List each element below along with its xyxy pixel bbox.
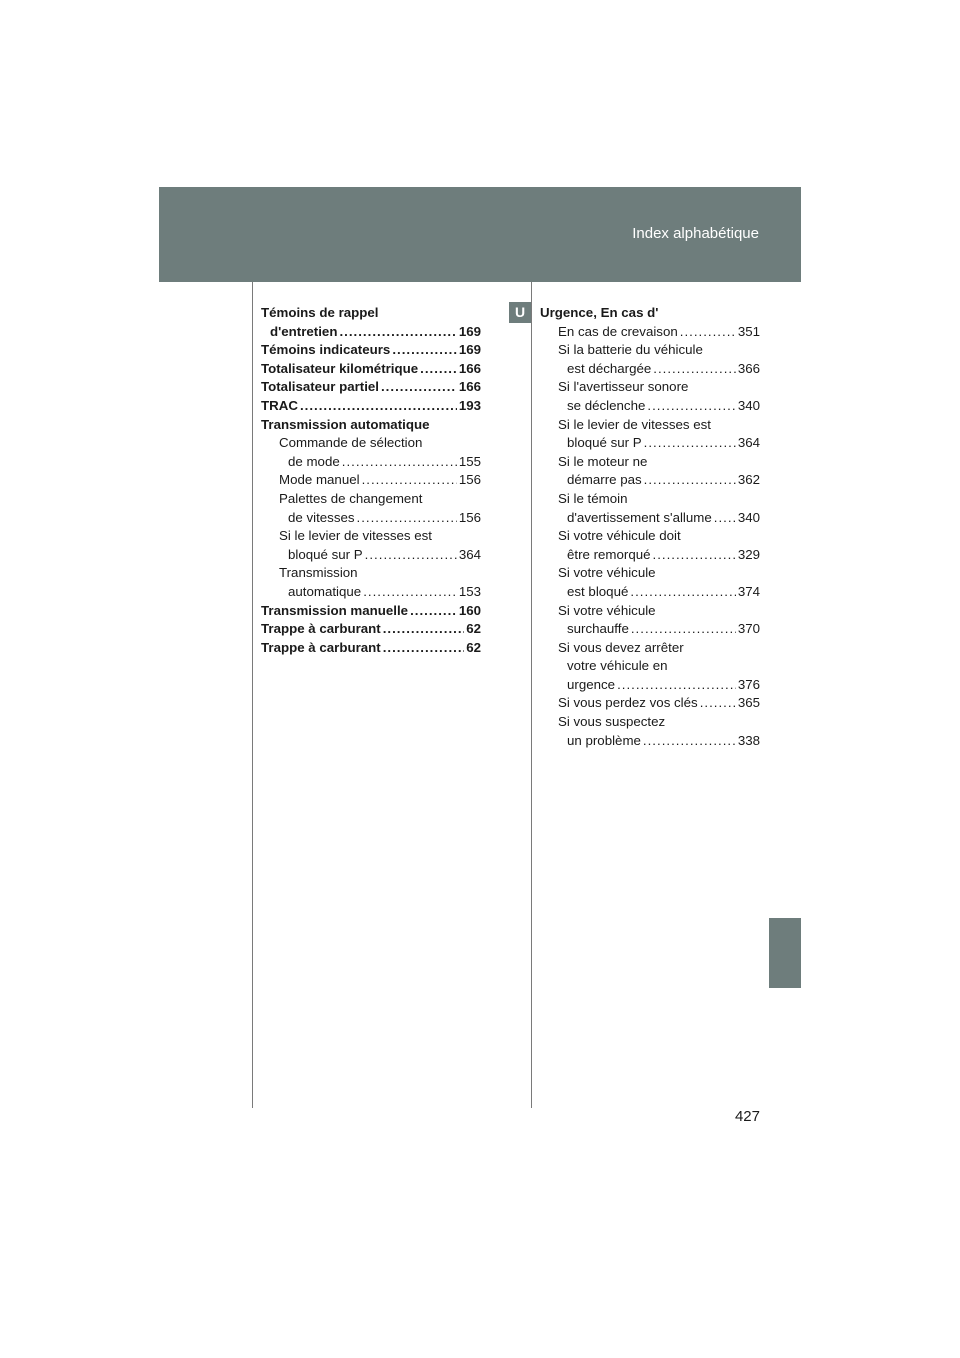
entry-label: Si vous suspectez <box>558 714 666 730</box>
entry-label: Transmission automatique <box>261 416 430 432</box>
page-ref: 362 <box>737 472 760 488</box>
index-entry <box>261 397 481 416</box>
entry-label: Mode manuel <box>279 472 360 488</box>
page-ref: 340 <box>737 397 760 413</box>
section-letter-badge: U <box>509 302 531 323</box>
index-entry <box>261 602 481 621</box>
entry-label: Transmission <box>279 565 358 581</box>
entry-label: Palettes de changement <box>279 490 423 506</box>
entry-label: se déclenche <box>567 397 646 413</box>
page-ref: 376 <box>737 676 760 692</box>
page-ref: 193 <box>458 397 481 413</box>
page-ref: 340 <box>737 509 760 525</box>
entry-label: est bloqué <box>567 583 629 599</box>
entry-label: Si le levier de vitesses est <box>279 528 432 544</box>
entry-label: Si le moteur ne <box>558 453 648 469</box>
index-subentry <box>261 564 481 601</box>
entry-label: Si le levier de vitesses est <box>558 416 711 432</box>
entry-label: Témoins de rappel <box>261 305 379 320</box>
index-subentry <box>540 564 760 601</box>
page-number: 427 <box>734 1108 760 1125</box>
index-subentry <box>540 694 760 713</box>
page-ref: 155 <box>458 453 481 469</box>
entry-label: surchauffe <box>567 621 629 637</box>
entry-label: TRAC <box>261 397 298 413</box>
index-subentry <box>540 323 760 342</box>
page-ref: 329 <box>737 546 760 562</box>
index-entry <box>261 378 481 397</box>
page-ref: 364 <box>737 435 760 451</box>
index-subentry <box>540 416 760 453</box>
entry-label: Si l'avertisseur sonore <box>558 379 689 395</box>
page-ref: 153 <box>458 583 481 599</box>
entry-label: bloqué sur P <box>567 435 642 451</box>
right-column-rule <box>531 282 532 1108</box>
entry-label: Si vous perdez vos clés <box>558 695 698 711</box>
left-column-rule <box>252 282 253 1108</box>
entry-label: Trappe à carburant <box>261 621 381 637</box>
entry-label: bloqué sur P <box>288 546 363 562</box>
entry-label: être remorqué <box>567 546 651 562</box>
section-header <box>159 187 801 282</box>
entry-label: un problème <box>567 732 641 748</box>
index-subentry <box>261 527 481 564</box>
index-subentry <box>261 434 481 471</box>
index-subentry <box>540 378 760 415</box>
index-entry <box>261 341 481 360</box>
page-ref: 374 <box>737 583 760 599</box>
entry-label: de mode <box>288 453 340 469</box>
entry-label: Témoins indicateurs <box>261 342 391 358</box>
index-entry <box>261 304 481 341</box>
page-ref: 62 <box>466 639 481 655</box>
entry-label: Transmission manuelle <box>261 602 409 618</box>
entry-label: urgence <box>567 676 616 692</box>
entry-label: Si votre véhicule doit <box>558 528 681 544</box>
page-ref: 62 <box>466 621 481 637</box>
entry-label: de vitesses <box>288 509 355 525</box>
index-subentry <box>261 471 481 490</box>
entry-label: Urgence, En cas d' <box>540 305 659 320</box>
entry-label: d'entretien <box>270 323 338 339</box>
page-ref: 166 <box>458 379 481 395</box>
entry-label: Si vous devez arrêter <box>558 639 684 655</box>
left-index-column <box>261 304 481 657</box>
entry-label: votre véhicule en <box>567 658 668 674</box>
header-title: Index alphabétique <box>632 225 759 242</box>
page-ref: 366 <box>737 360 760 376</box>
index-subentry <box>540 639 760 695</box>
page-ref: 364 <box>458 546 481 562</box>
index-subentry <box>540 602 760 639</box>
index-entry <box>261 360 481 379</box>
index-subentry <box>540 527 760 564</box>
entry-label: automatique <box>288 583 362 599</box>
page-ref: 169 <box>458 323 481 339</box>
index-subentry <box>540 713 760 750</box>
page-ref: 338 <box>737 732 760 748</box>
chapter-tab <box>769 918 801 988</box>
entry-label: Commande de sélection <box>279 435 423 451</box>
page-ref: 166 <box>458 360 481 376</box>
index-subentry <box>540 490 760 527</box>
entry-label: Si le témoin <box>558 490 628 506</box>
index-subentry <box>540 341 760 378</box>
entry-label: Si votre véhicule <box>558 602 656 618</box>
entry-label: Trappe à carburant <box>261 639 381 655</box>
index-subentry <box>540 453 760 490</box>
entry-label: d'avertissement s'allume <box>567 509 712 525</box>
index-subentry <box>261 490 481 527</box>
entry-label: Si la batterie du véhicule <box>558 342 703 358</box>
page-ref: 169 <box>458 342 481 358</box>
right-index-column <box>540 304 760 750</box>
entry-label: Totalisateur kilométrique <box>261 360 419 376</box>
entry-label: En cas de crevaison <box>558 323 678 339</box>
page-ref: 156 <box>458 472 481 488</box>
entry-label: Totalisateur partiel <box>261 379 379 395</box>
entry-label: démarre pas <box>567 472 642 488</box>
page-ref: 370 <box>737 621 760 637</box>
index-entry <box>261 620 481 639</box>
page-ref: 351 <box>737 323 760 339</box>
page-ref: 365 <box>737 695 760 711</box>
entry-label: est déchargée <box>567 360 652 376</box>
entry-label: Si votre véhicule <box>558 565 656 581</box>
page-ref: 160 <box>458 602 481 618</box>
index-entry <box>261 416 481 435</box>
page-ref: 156 <box>458 509 481 525</box>
index-entry <box>540 304 760 323</box>
index-entry <box>261 639 481 658</box>
